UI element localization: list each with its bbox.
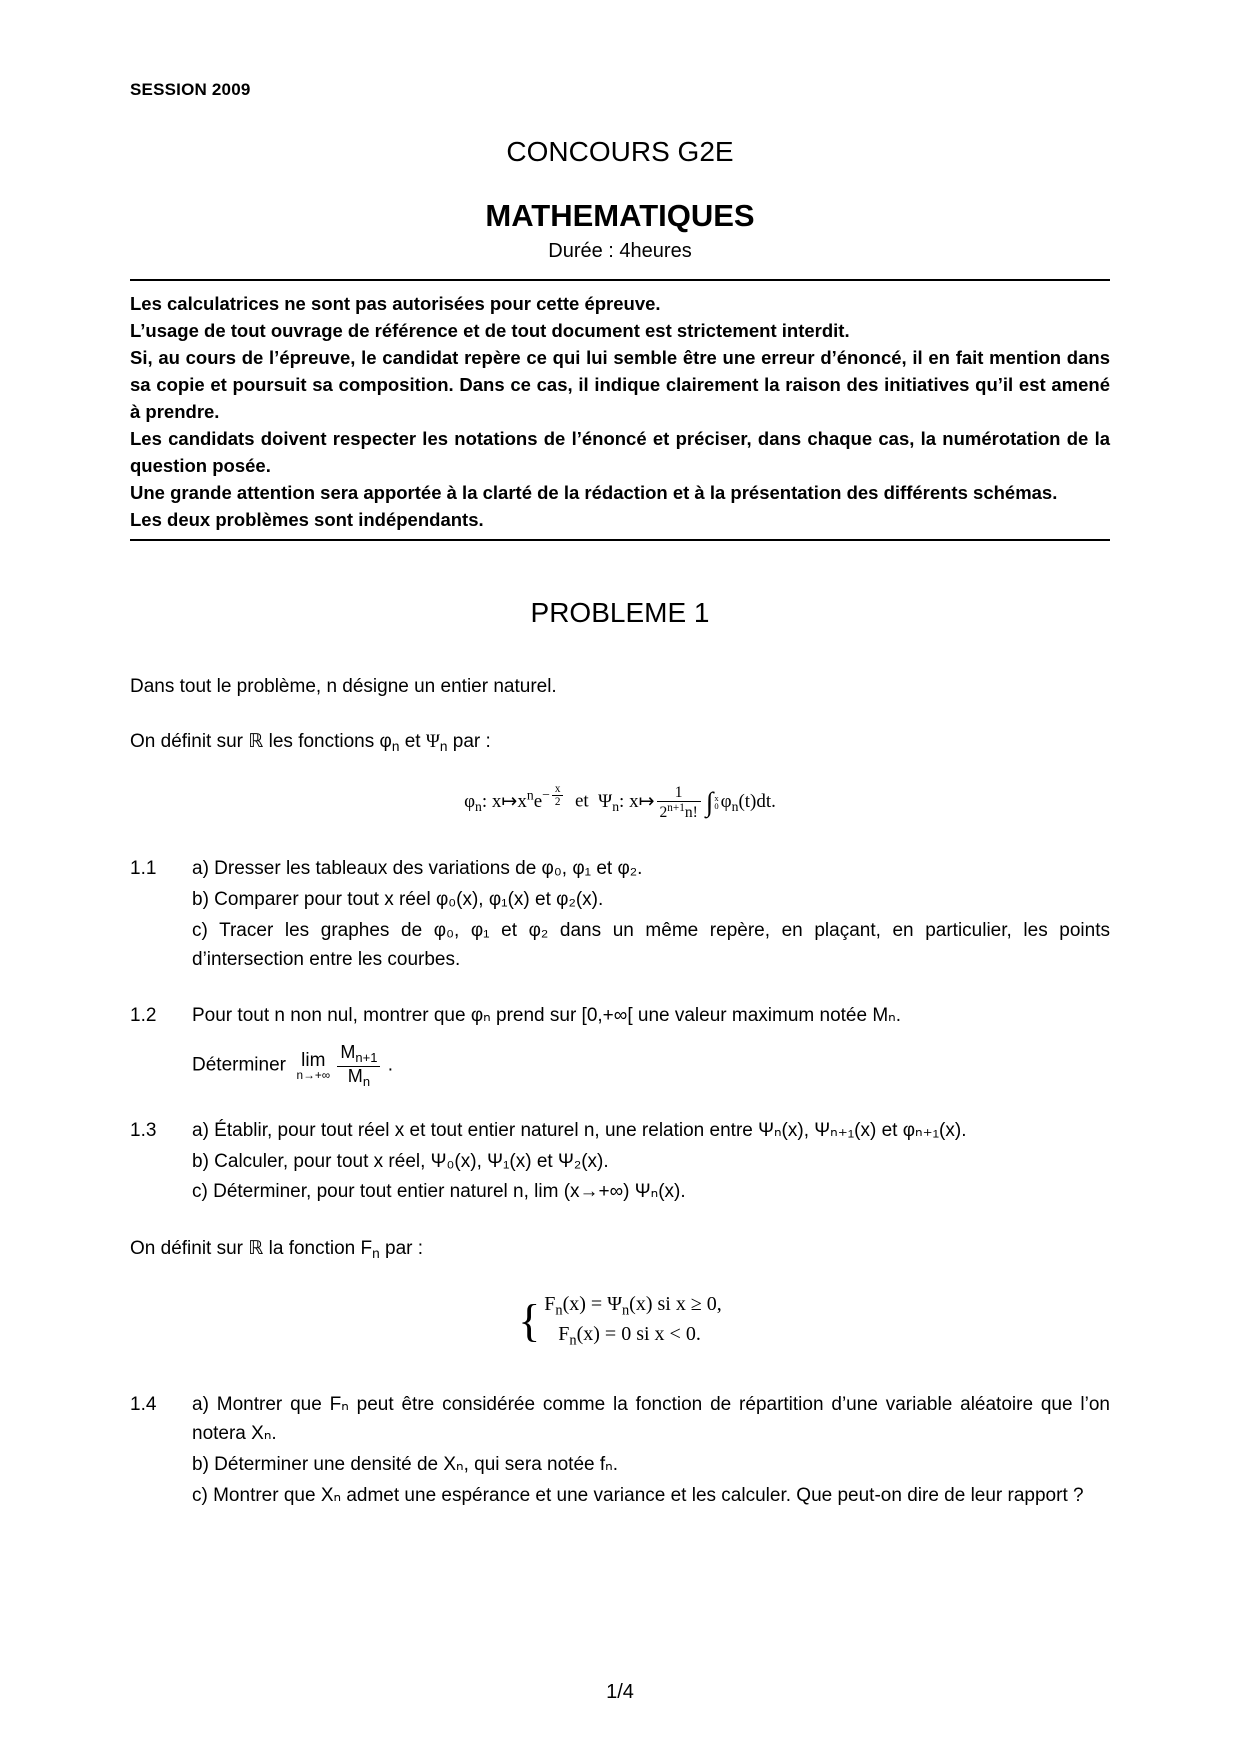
subject-title: MATHEMATIQUES xyxy=(485,198,755,233)
intro2-sub-n1: n xyxy=(391,738,400,754)
integral-upper: x xyxy=(714,792,719,803)
fn-symbol: F xyxy=(544,1292,556,1315)
fn-index-2: n xyxy=(569,1332,577,1349)
question-line-with-limit: Déterminer lim n→+∞ $\frac{M_{n+1}}{M_n}$ . xyxy=(192,1042,394,1089)
duration-label: Durée : 4heures xyxy=(548,240,692,262)
formula-et: et xyxy=(574,790,589,812)
instruction-line: L’usage de tout ouvrage de référence et de tout document est strictement interdit. xyxy=(130,320,850,341)
problem-intro-1: Dans tout le problème, n désigne un entier naturel. xyxy=(130,676,557,697)
question-line: b) Déterminer une densité de Xₙ, qui sera notée fₙ. xyxy=(192,1454,618,1476)
integral-sign: ∫ xyxy=(705,786,714,818)
question-body xyxy=(192,1002,1110,1090)
intro2-post: les fonctions φ xyxy=(263,730,392,752)
intro2-sub-n2: n xyxy=(439,738,448,754)
phi-map: : x↦x xyxy=(481,790,527,812)
piecewise-line-1 xyxy=(544,1291,722,1321)
intro2-end: par : xyxy=(447,730,491,752)
instruction-line: Si, au cours de l’épreuve, le candidat repère ce qui lui semble être une erreur d’énoncé, il en fait mention dans sa copie et poursuit sa composition. Dans ce cas, il indique clairement la raison des initiatives qu’il est amené à prendre. xyxy=(130,347,1110,422)
question-body xyxy=(192,1117,1110,1210)
limit-num: $M_{n+1}$ xyxy=(337,1043,380,1066)
question-number: 1.3 xyxy=(130,1119,157,1141)
fn-cond-2: (x) = 0 si x < 0. xyxy=(576,1323,701,1346)
question-line: c) Montrer que Xₙ admet une espérance et une variance et les calculer. Que peut-on dire de leur rapport ? xyxy=(192,1484,1084,1506)
psi-map: : x↦ xyxy=(619,790,655,812)
fraction-denominator xyxy=(657,802,701,821)
fn-eq-psi: (x) = Ψ xyxy=(562,1292,622,1315)
psi-symbol: Ψ xyxy=(425,730,440,752)
piecewise-line-2 xyxy=(544,1321,722,1351)
integral-lower: 0 xyxy=(714,801,719,812)
question-body xyxy=(192,855,1110,977)
phi-exponent-frac: − x 2 xyxy=(542,787,565,802)
psi-index-2: n xyxy=(621,1302,630,1319)
fn-piecewise-definition xyxy=(130,1291,1110,1351)
instruction-line: Les deux problèmes sont indépendants. xyxy=(130,509,484,530)
question-1-2 xyxy=(130,1002,1110,1090)
den-exponent: n+1 xyxy=(667,801,685,814)
question-line: c) Déterminer, pour tout entier naturel n, lim (x→+∞) Ψₙ(x). xyxy=(192,1181,686,1203)
phi-psi-definition-formula xyxy=(130,783,1110,821)
session-label: SESSION 2009 xyxy=(130,80,251,99)
fn-intro-sub: n xyxy=(372,1246,380,1262)
fraction-numerator: 1 xyxy=(657,784,701,802)
instruction-line: Une grande attention sera apportée à la clarté de la rédaction et à la présentation des différents schémas. xyxy=(130,482,1058,503)
fn-intro-pre: On définit sur xyxy=(130,1238,249,1260)
instruction-line: Les candidats doivent respecter les notations de l’énoncé et préciser, dans chaque cas, la numérotation de la question posée. xyxy=(130,428,1110,476)
problem-intro-2 xyxy=(130,728,1110,758)
intro2-mid: et xyxy=(399,730,426,752)
psi-symbol-2: Ψ xyxy=(598,790,613,812)
question-line: c) Tracer les graphes de φ₀, φ₁ et φ₂ dans un même repère, en plaçant, en particulier, les points d’intersection entre les courbes. xyxy=(192,919,1110,970)
question-line: a) Établir, pour tout réel x et tout entier naturel n, une relation entre Ψₙ(x), Ψₙ₊₁(x) et φₙ₊₁(x). xyxy=(192,1119,967,1141)
question-line: Pour tout n non nul, montrer que φₙ prend sur [0,+∞[ une valeur maximum notée Mₙ. xyxy=(192,1005,902,1027)
instructions-block xyxy=(130,281,1110,539)
integral-limits xyxy=(714,794,718,811)
integrand-phi: φ xyxy=(720,790,732,812)
question-body xyxy=(192,1391,1110,1513)
euler-e: e xyxy=(533,790,543,812)
fn-intro-end: par : xyxy=(379,1238,424,1260)
concours-title: CONCOURS G2E xyxy=(506,136,734,167)
question-line: b) Comparer pour tout x réel φ₀(x), φ₁(x) et φ₂(x). xyxy=(192,888,604,910)
fn-cond-1: (x) si x ≥ 0, xyxy=(629,1292,722,1315)
psi-index: n xyxy=(612,798,620,814)
limit-den: $M_n$ xyxy=(347,1065,371,1089)
integrand-tail: (t)dt. xyxy=(738,790,776,812)
den-base: 2 xyxy=(659,803,668,821)
question-number: 1.1 xyxy=(130,857,157,879)
question-1-4 xyxy=(130,1391,1110,1513)
question-line: a) Dresser les tableaux des variations de φ₀, φ₁ et φ₂. xyxy=(192,857,643,879)
question-number: 1.4 xyxy=(130,1394,157,1416)
psi-fraction xyxy=(657,784,701,821)
divider-bottom xyxy=(130,539,1110,541)
phi-exponent-n: n xyxy=(526,787,534,803)
fn-intro-post: la fonction F xyxy=(263,1238,373,1260)
limit-operator: lim n→+∞ xyxy=(296,1049,331,1082)
question-line: b) Calculer, pour tout x réel, Ψ₀(x), Ψ₁(x) et Ψ₂(x). xyxy=(192,1150,609,1172)
instruction-line: Les calculatrices ne sont pas autorisées pour cette épreuve. xyxy=(130,293,661,314)
real-set-symbol-2: ℝ xyxy=(248,1238,264,1260)
page-number: 1/4 xyxy=(606,1681,634,1703)
fn-symbol-2: F xyxy=(558,1323,570,1346)
phi-symbol: φ xyxy=(464,790,476,812)
den-factorial: n! xyxy=(684,803,698,821)
fn-index: n xyxy=(555,1302,563,1319)
question-1-3 xyxy=(130,1117,1110,1210)
limit-fraction xyxy=(337,1043,380,1088)
left-brace: { xyxy=(518,1295,541,1347)
real-set-symbol: ℝ xyxy=(248,730,264,752)
fn-definition-intro xyxy=(130,1235,1110,1265)
phi-index: n xyxy=(475,798,482,814)
question-number: 1.2 xyxy=(130,1005,157,1027)
integrand-index: n xyxy=(731,798,739,814)
problem-title: PROBLEME 1 xyxy=(530,597,710,628)
question-line: a) Montrer que Fₙ peut être considérée comme la fonction de répartition d’une variable aléatoire que l’on notera Xₙ. xyxy=(192,1394,1110,1445)
question-1-1 xyxy=(130,855,1110,977)
intro2-pre: On définit sur xyxy=(130,730,249,752)
